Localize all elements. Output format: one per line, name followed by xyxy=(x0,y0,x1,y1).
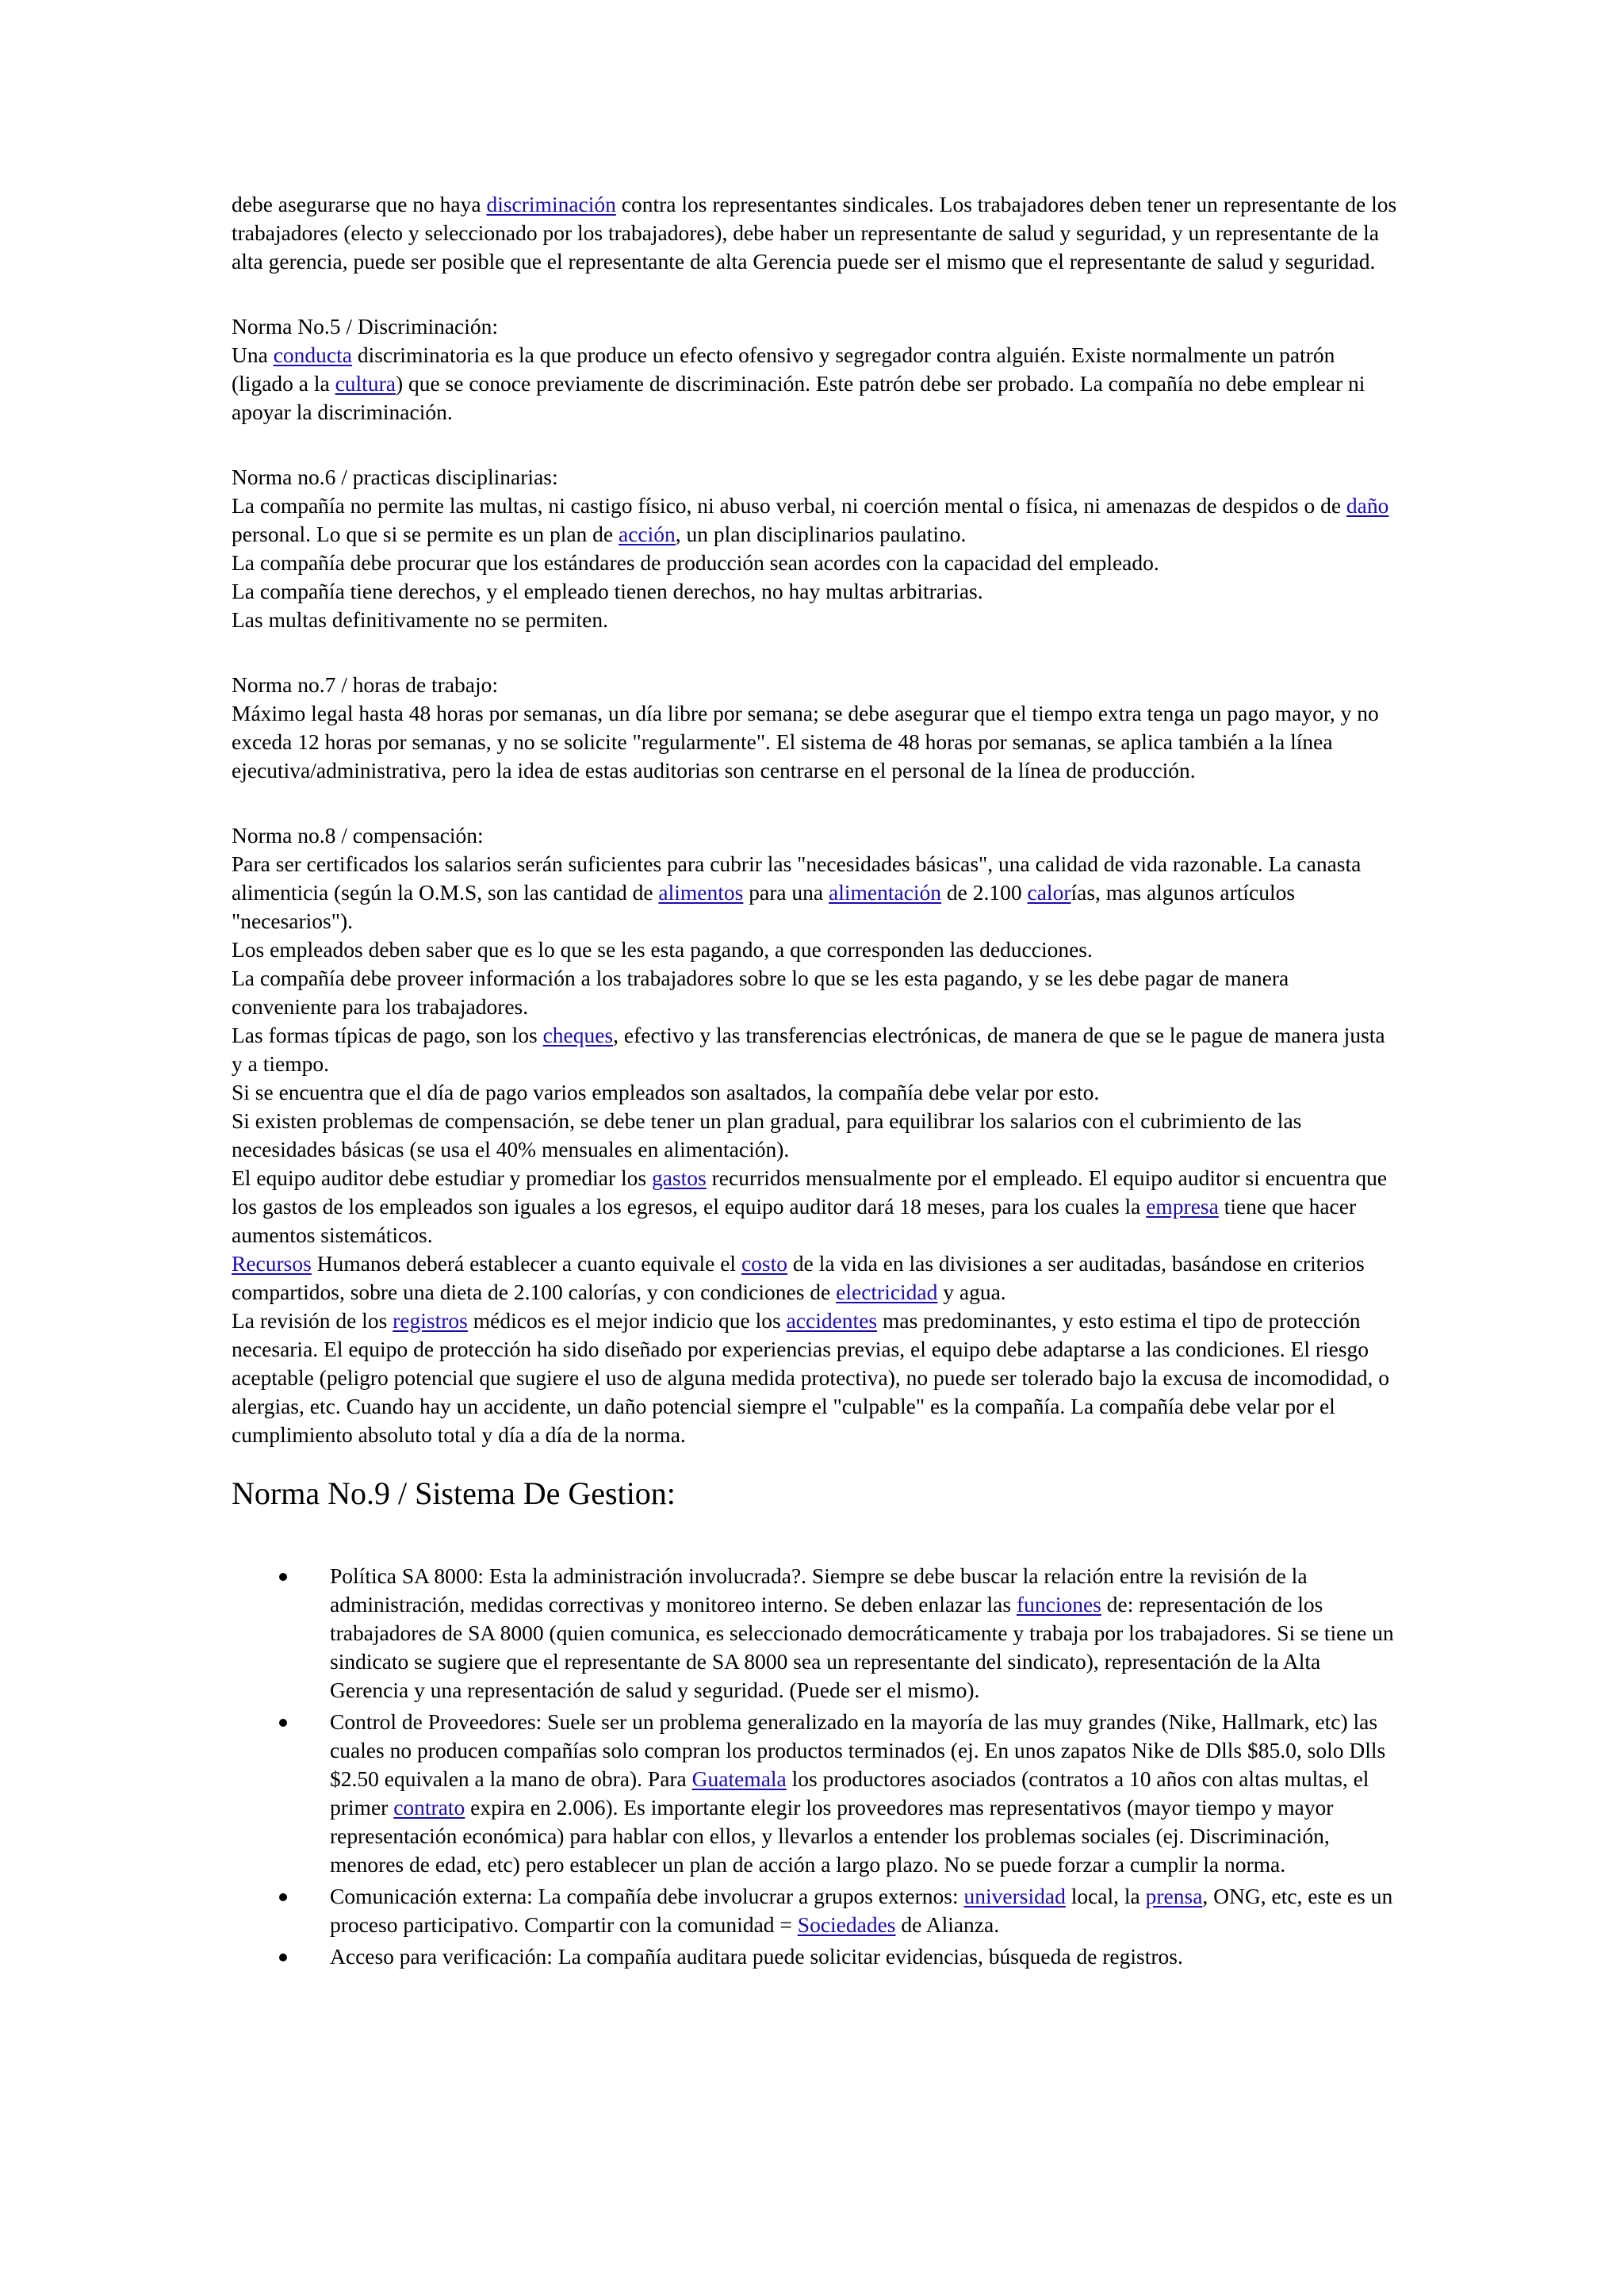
norma5-heading: Norma No.5 / Discriminación: xyxy=(232,314,499,339)
text-run: Acceso para verificación: La compañía auditara puede solicitar evidencias, búsqueda de registros. xyxy=(330,1944,1183,1969)
text-run: contra los representantes sindicales. Los trabajadores deben tener un representante de los trabajadores (electo y seleccionado por los trabajadores), debe haber un representante de salud y seguridad, y un representante de la alta gerencia, puede ser posible que el representante de alta Gerencia puede ser el mismo que el representante de salud y seguridad. xyxy=(232,192,1397,274)
text-run: médicos es el mejor indicio que los xyxy=(467,1308,787,1333)
link-cultura[interactable]: cultura xyxy=(335,371,396,396)
norma8-paragraph: Los empleados deben saber que es lo que se les esta pagando, a que corresponden las deducciones. xyxy=(232,937,1093,962)
link-costo[interactable]: costo xyxy=(741,1251,787,1276)
list-item xyxy=(232,1942,1397,1971)
norma8-paragraph xyxy=(232,850,1397,936)
bullet-icon xyxy=(279,1719,287,1727)
norma8-paragraph xyxy=(232,1249,1397,1307)
link-dano[interactable]: daño xyxy=(1346,493,1389,518)
norma7-heading: Norma no.7 / horas de trabajo: xyxy=(232,672,499,697)
list-item xyxy=(232,1882,1397,1939)
intro-paragraph xyxy=(232,190,1397,276)
text-run: ías, mas algunos artículos "necesarios"). xyxy=(232,880,1296,933)
text-run: , un plan disciplinarios paulatino. xyxy=(675,522,967,546)
link-conducta[interactable]: conducta xyxy=(273,342,352,367)
norma9-heading: Norma No.9 / Sistema De Gestion: xyxy=(232,1475,676,1511)
link-prensa[interactable]: prensa xyxy=(1145,1884,1203,1908)
link-universidad[interactable]: universidad xyxy=(963,1884,1066,1908)
bullet-icon xyxy=(279,1573,287,1581)
text-run: tiene que hacer aumentos sistemáticos. xyxy=(232,1194,1357,1247)
norma7-paragraph: Máximo legal hasta 48 horas por semanas, un día libre por semana; se debe asegurar que el tiempo extra tenga un pago mayor, y no exceda 12 horas por semanas, y no se solicite "regularmente". El sistema de 48 horas por semanas, se aplica también a la línea ejecutiva/administrativa, pero la idea de estas auditorias son centrarse en el personal de la línea de producción. xyxy=(232,701,1379,783)
text-run: local, la xyxy=(1065,1884,1146,1908)
text-run: expira en 2.006). Es importante elegir los proveedores mas representativos (mayor tiempo y mayor representación económica) para hablar con ellos, y llevarlos a entender los problemas sociales (ej. Discriminación, menores de edad, etc) pero establecer un plan de acción a largo plazo. No se puede forzar a cumplir la norma. xyxy=(330,1795,1334,1877)
text-run: personal. Lo que si se permite es un plan de xyxy=(232,522,619,546)
text-run: ) que se conoce previamente de discriminación. Este patrón debe ser probado. La compañía no debe emplear ni apoyar la discriminación. xyxy=(232,371,1365,424)
text-run: Para ser certificados los salarios serán suficientes para cubrir las "necesidades básicas", una calidad de vida razonable. La canasta alimenticia (según la O.M.S, son las cantidad de xyxy=(232,851,1362,905)
link-alimentacion[interactable]: alimentación xyxy=(829,880,942,905)
link-cheques[interactable]: cheques xyxy=(542,1023,614,1047)
link-funciones[interactable]: funciones xyxy=(1016,1592,1101,1617)
link-gastos[interactable]: gastos xyxy=(652,1165,707,1190)
text-run: discriminatoria es la que produce un efecto ofensivo y segregador contra alguién. Existe normalmente un patrón (ligado a la xyxy=(232,342,1335,396)
norma8-heading: Norma no.8 / compensación: xyxy=(232,823,484,848)
text-run: Política SA 8000: Esta la administración involucrada?. Siempre se debe buscar la relación entre la revisión de la administración, medidas correctivas y monitoreo interno. Se deben enlazar las xyxy=(330,1563,1308,1617)
link-recursos[interactable]: Recursos xyxy=(232,1251,312,1276)
link-discriminacion[interactable]: discriminación xyxy=(486,192,616,216)
text-run: de Alianza. xyxy=(895,1912,1000,1937)
link-accion[interactable]: acción xyxy=(619,522,676,546)
list-item xyxy=(232,1708,1397,1879)
link-electricidad[interactable]: electricidad xyxy=(836,1280,938,1304)
bullet-icon xyxy=(279,1954,287,1961)
text-run: de 2.100 xyxy=(941,880,1028,905)
link-registros[interactable]: registros xyxy=(393,1308,468,1333)
norma6-line: Las multas definitivamente no se permiten. xyxy=(232,607,609,632)
text-run: para una xyxy=(743,880,829,905)
link-sociedades[interactable]: Sociedades xyxy=(797,1912,896,1937)
norma6-paragraph xyxy=(232,492,1397,549)
link-calorias[interactable]: calor xyxy=(1027,880,1071,905)
norma8-paragraph xyxy=(232,1164,1397,1249)
text-run: los productores asociados (contratos a 10 años con altas multas, el primer xyxy=(330,1766,1369,1820)
text-run: Las formas típicas de pago, son los xyxy=(232,1023,543,1047)
link-alimentos[interactable]: alimentos xyxy=(658,880,744,905)
norma8-paragraph: Si existen problemas de compensación, se debe tener un plan gradual, para equilibrar los salarios con el cubrimiento de las necesidades básicas (se usa el 40% mensuales en alimentación). xyxy=(232,1108,1302,1161)
norma8-paragraph: La compañía debe proveer información a los trabajadores sobre lo que se les esta pagando, y se les debe pagar de manera conveniente para los trabajadores. xyxy=(232,966,1289,1019)
bullet-icon xyxy=(279,1893,287,1901)
text-run: , ONG, etc, este es un proceso participativo. Compartir con la comunidad = xyxy=(330,1884,1393,1937)
text-run: El equipo auditor debe estudiar y promediar los xyxy=(232,1165,652,1190)
list-item xyxy=(232,1562,1397,1705)
document-body xyxy=(232,190,1397,1974)
text-run: Humanos deberá establecer a cuanto equivale el xyxy=(311,1251,741,1276)
norma8-paragraph xyxy=(232,1307,1397,1449)
link-guatemala[interactable]: Guatemala xyxy=(691,1766,787,1791)
text-run: de la vida en las divisiones a ser auditadas, basándose en criterios compartidos, sobre una dieta de 2.100 calorías, y con condiciones de xyxy=(232,1251,1365,1304)
text-run: Control de Proveedores: Suele ser un problema generalizado en la mayoría de las muy grandes (Nike, Hallmark, etc) las cuales no producen compañías solo compran los productos terminados (ej. En unos zapatos Nike de Dlls $85.0, solo Dlls $2.50 equivalen a la mano de obra). Para xyxy=(330,1709,1386,1791)
link-accidentes[interactable]: accidentes xyxy=(786,1308,878,1333)
norma6-line: La compañía debe procurar que los estándares de producción sean acordes con la capacidad del empleado. xyxy=(232,550,1159,575)
norma8-paragraph xyxy=(232,1021,1397,1078)
text-run: de: representación de los trabajadores de SA 8000 (quien comunica, es seleccionado democráticamente y trabaja por los trabajadores. Si se tiene un sindicato se sugiere que el representante de SA 8000 sea un representante del sindicato), representación de la Alta Gerencia y una representación de salud y seguridad. (Puede ser el mismo). xyxy=(330,1592,1394,1702)
norma6-line: La compañía tiene derechos, y el empleado tienen derechos, no hay multas arbitrarias. xyxy=(232,579,983,603)
text-run: recurridos mensualmente por el empleado. El equipo auditor si encuentra que los gastos de los empleados son iguales a los egresos, el equipo auditor dará 18 meses, para los cuales la xyxy=(232,1165,1388,1219)
text-run: mas predominantes, y esto estima el tipo de protección necesaria. El equipo de protección ha sido diseñado por experiencias previas, el equipo debe adaptarse a las condiciones. El riesgo aceptable (peligro potencial que sugiere el uso de alguna medida protectiva), no puede ser tolerado bajo la excusa de incomodidad, o alergias, etc. Cuando hay un accidente, un daño potencial siempre el "culpable" es la compañía. La compañía debe velar por el cumplimiento absoluto total y día a día de la norma. xyxy=(232,1308,1389,1447)
text-run: y agua. xyxy=(937,1280,1006,1304)
text-run: , efectivo y las transferencias electrónicas, de manera de que se le pague de manera justa y a tiempo. xyxy=(232,1023,1385,1076)
text-run: La revisión de los xyxy=(232,1308,393,1333)
text-run: La compañía no permite las multas, ni castigo físico, ni abuso verbal, ni coerción mental o física, ni amenazas de despidos o de xyxy=(232,493,1346,518)
link-contrato[interactable]: contrato xyxy=(393,1795,465,1820)
norma8-paragraph: Si se encuentra que el día de pago varios empleados son asaltados, la compañía debe velar por esto. xyxy=(232,1080,1100,1104)
norma6-heading: Norma no.6 / practicas disciplinarias: xyxy=(232,465,558,489)
norma9-list xyxy=(232,1562,1397,1971)
link-empresa[interactable]: empresa xyxy=(1146,1194,1219,1219)
text-run: Una xyxy=(232,342,274,367)
text-run: Comunicación externa: La compañía debe involucrar a grupos externos: xyxy=(330,1884,964,1908)
norma5-paragraph xyxy=(232,341,1397,427)
text-run: debe asegurarse que no haya xyxy=(232,192,487,216)
